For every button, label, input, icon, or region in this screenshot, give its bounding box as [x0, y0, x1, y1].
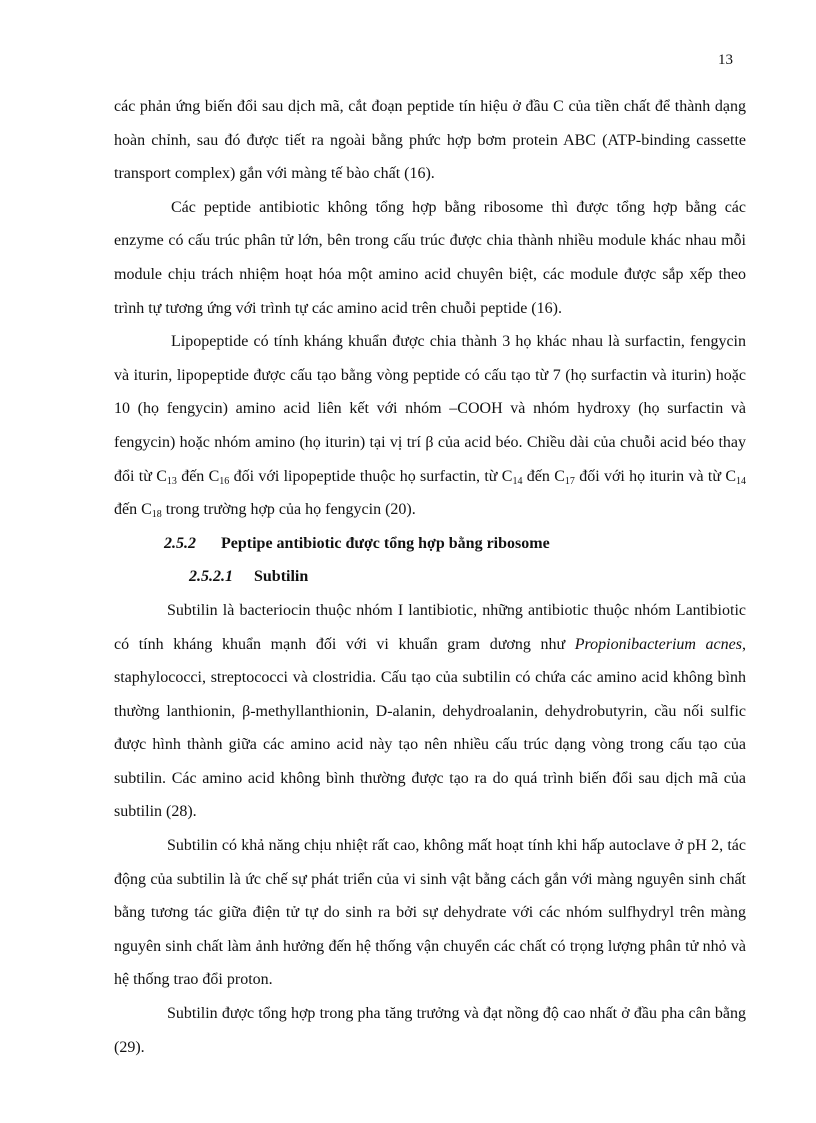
subsection-number: 2.5.2.1: [189, 568, 233, 586]
section-heading-2-5-2-1: [114, 560, 746, 594]
paragraph-subtilin-structure: Subtilin là bacteriocin thuộc nhóm I lantibiotic, những antibiotic thuộc nhóm Lantibiotic có tính kháng khuẩn mạnh đối với vi khuẩn gram dương như Propionibacterium acnes, staphylococci, streptococci và clostridia. Cấu tạo của subtilin có chứa các amino acid không bình thường lanthionin, β-methyllanthionin, D-alanin, dehydroalanin, dehydrobutyrin, cầu nối sulfic được hình thành giữa các amino acid này tạo nên nhiều cấu trúc dạng vòng trong cấu tạo của subtilin. Các amino acid không bình thường được tạo ra do quá trình biến đổi sau dịch mã của subtilin (28).: [114, 601, 746, 821]
page-content: [114, 90, 746, 1064]
section-title: Peptipe antibiotic được tổng hợp bằng ribosome: [221, 534, 550, 552]
paragraph-ribosomal-processing: các phản ứng biến đổi sau dịch mã, cắt đoạn peptide tín hiệu ở đầu C của tiền chất để thành dạng hoàn chỉnh, sau đó được tiết ra ngoài bằng phức hợp bơm protein ABC (ATP-binding cassette transport complex) gắn với màng tế bào chất (16).: [114, 98, 746, 183]
paragraph-subtilin-synthesis: Subtilin được tổng hợp trong pha tăng trưởng và đạt nồng độ cao nhất ở đầu pha cân bằng (29).: [114, 1005, 746, 1056]
species-name: Propionibacterium acnes: [574, 635, 742, 653]
section-number: 2.5.2: [164, 534, 196, 552]
section-heading-2-5-2: [114, 527, 746, 561]
paragraph-nonribosomal-synthesis: Các peptide antibiotic không tổng hợp bằng ribosome thì được tổng hợp bằng các enzyme có cấu trúc phân tử lớn, bên trong cấu trúc được chia thành nhiều module khác nhau mỗi module chịu trách nhiệm hoạt hóa một amino acid chuyên biệt, các module được sắp xếp theo trình tự tương ứng với trình tự các amino acid trên chuỗi peptide (16).: [114, 198, 746, 317]
paragraph-subtilin-activity: Subtilin có khả năng chịu nhiệt rất cao, không mất hoạt tính khi hấp autoclave ở pH 2, tác động của subtilin là ức chế sự phát triển của vi sinh vật bằng cách gắn với màng nguyên sinh chất bằng tương tác giữa điện tử tự do sinh ra bởi sự dehydrate với các nhóm sulfhydryl trên màng nguyên sinh chất làm ảnh hưởng đến hệ thống vận chuyển các chất có trọng lượng phân tử nhỏ và hệ thống trao đổi proton.: [114, 837, 746, 989]
paragraph-lipopeptide: Lipopeptide có tính kháng khuẩn được chia thành 3 họ khác nhau là surfactin, fengycin và iturin, lipopeptide được cấu tạo bằng vòng peptide có cấu tạo từ 7 (họ surfactin và iturin) hoặc 10 (họ fengycin) amino acid liên kết với nhóm –COOH và nhóm hydroxy (họ surfactin và fengycin) hoặc nhóm amino (họ iturin) tại vị trí β của acid béo. Chiều dài của chuỗi acid béo thay đổi từ $C_{13}$ đến $C_{16}$ đối với lipopeptide thuộc họ surfactin, từ $C_{14}$ đến $C_{17}$ đối với họ iturin và từ $C_{14}$ đến $C_{18}$ trong trường hợp của họ fengycin (20).: [114, 333, 746, 521]
subsection-title: Subtilin: [254, 568, 309, 586]
page-number: 13: [718, 52, 733, 68]
